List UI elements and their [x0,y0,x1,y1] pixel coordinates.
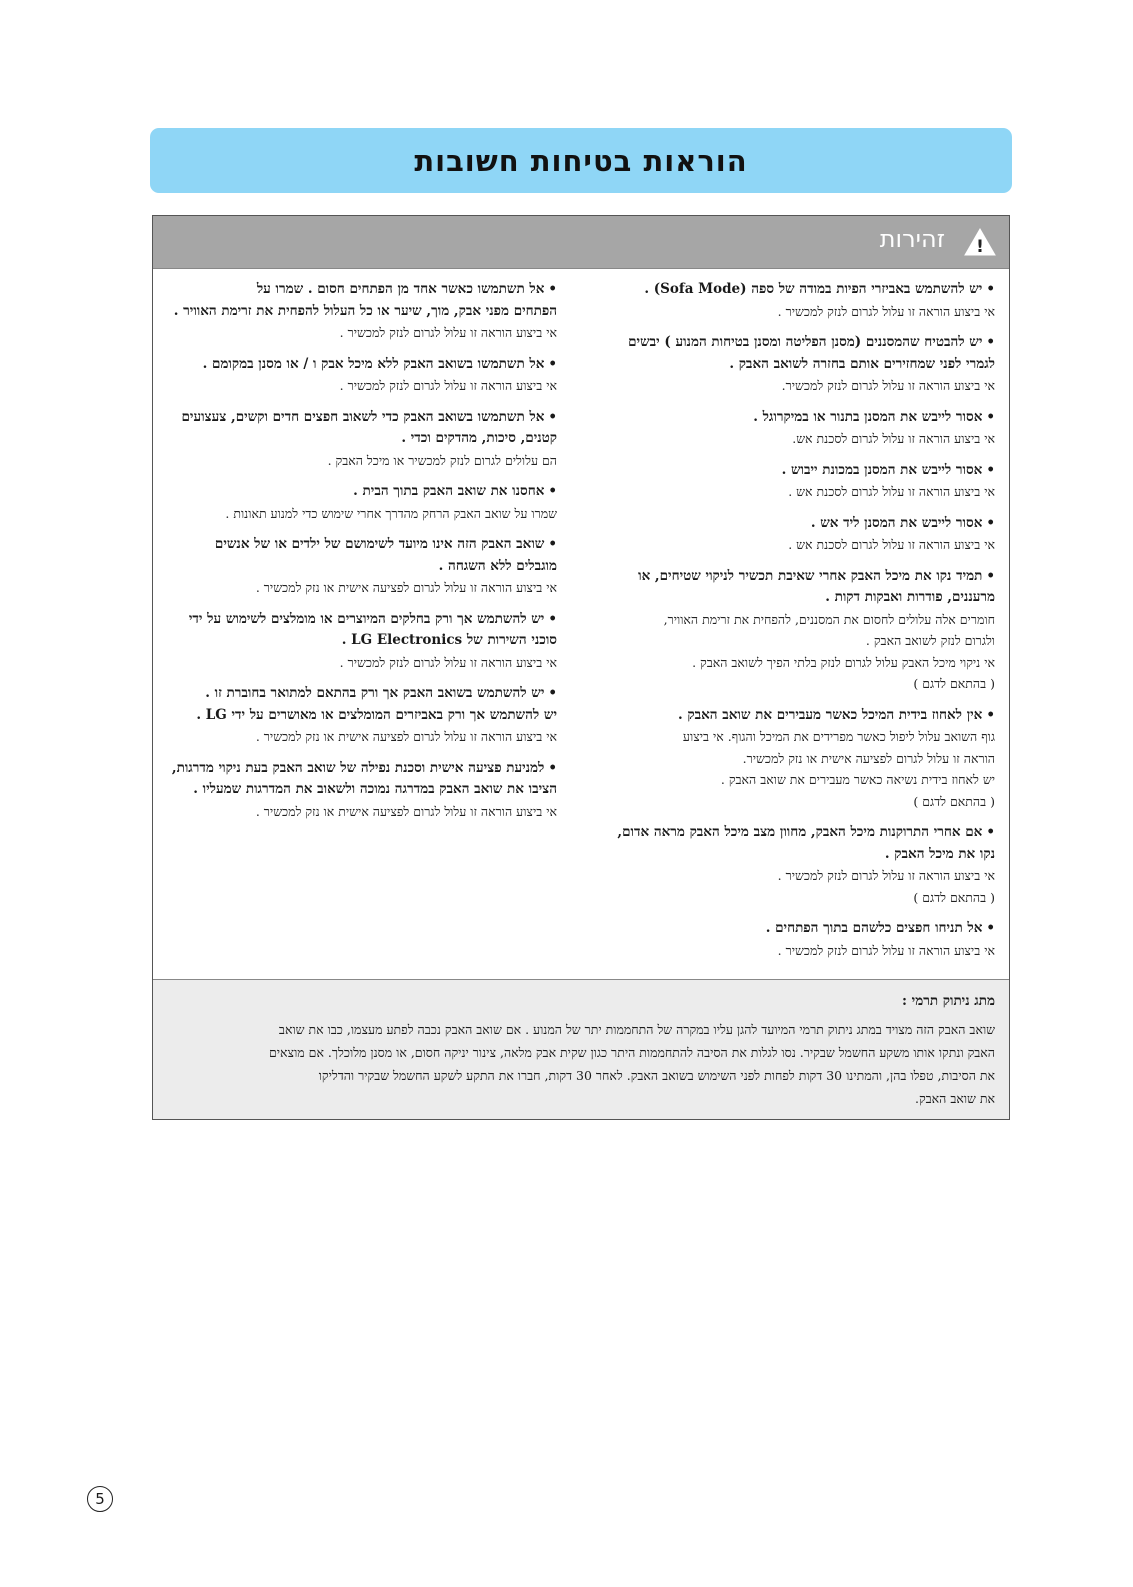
note-body [167,1018,995,1110]
warning-item [613,279,995,322]
warning-title-text: יש להשתמש בשואב האבק אך ורק בהתאם למתואר בחוברת זו . [205,685,545,701]
warning-icon [963,227,997,257]
warning-detail-line: ולגרום לנזק לשואב האבק . [865,633,995,648]
warning-title-text: הפתחים מפני אבק, מוך, שיער או כל העלול להפחית את זרימת האוויר . [173,302,557,319]
warning-title-line [613,407,995,429]
warning-title-line [613,705,995,727]
warning-item [165,407,557,472]
warning-title-text: אחסנו את שואב האבק בתוך הבית . [353,483,545,499]
warning-title-text: מרעננים, פודרות ואבקות דקות . [825,589,995,605]
warning-title-line [165,534,557,556]
warning-title-text: שואב האבק הזה אינו מיועד לשימושם של ילדים או של אנשים [214,536,545,552]
warning-item [613,705,995,813]
warning-title-text: אסור לייבש את המסנן בתנור או במיקרוגל . [753,408,983,425]
warning-detail-line: ( בהתאם לדגם ) [913,676,995,691]
note-title: מתג ניתוק תרמי : [901,993,995,1009]
warning-detail-line: אי ביצוע הוראה זו עלול לגרום לסכנת אש . [788,537,995,552]
bullet-icon: • [986,334,995,350]
warning-detail-line: אי ביצוע הוראה זו עלול לגרום לסכנת אש. [792,431,995,446]
bullet-icon: • [548,483,557,499]
warning-detail-line: אי ביצוע הוראה זו עלול לגרום לנזק למכשיר . [777,868,995,883]
warning-title-line [165,354,557,376]
warning-title-line [613,354,995,376]
warning-title-text: אסור לייבש את המסנן ליד אש . [810,514,983,531]
warning-title-text: תמיד נקו את מיכל האבק אחרי שאיבת תכשיר לניקוי שטיחים, או [638,567,983,584]
warning-detail-line: הוראה זו עלול לגרום לפציעה אישית או נזק למכשיר. [742,750,995,766]
warning-title-line [165,758,557,780]
warning-detail-line: שמרו על שואב האבק הרחק מהדרך אחרי שימוש כדי למנוע תאונות . [225,505,557,521]
warning-detail-line: אי ביצוע הוראה זו עלול לגרום לנזק למכשיר . [777,303,995,319]
warning-title-line [165,609,557,631]
warning-item [613,513,995,556]
warning-title-line [165,779,557,801]
bullet-icon: • [986,706,995,723]
warning-detail-line: גוף השואב עלול ליפול כאשר מפרידים את המיכל והגוף. אי ביצוע [682,729,995,744]
bullet-icon: • [986,514,995,531]
warning-title-text: יש להשתמש באביזרי הפיות במודה של ספה (Sofa Mode) . [644,281,983,297]
bullet-icon: • [548,408,557,425]
warning-title-text: הציבו את שואב האבק במדרגה נמוכה ולשאוב את המדרגות שמעליו . [193,781,557,797]
warning-item [165,609,557,674]
bullet-icon: • [986,408,995,425]
warning-item [165,481,557,524]
warnings-heading: זהירות [879,225,945,253]
warning-title-text: אל תשתמשו כאשר אחד מן הפתחים חסום . שמרו על [256,281,545,297]
warning-title-text: לגמרי לפני שמחזירים אותם בחזרה לשואב האבק . [729,355,995,372]
warning-item [613,460,995,503]
warning-item [613,332,995,397]
warning-detail-line: אי ביצוע הוראה זו עלול לגרום לפציעה אישית או נזק למכשיר . [255,803,557,819]
warning-title-text: למניעת פציעה אישית וסכנת נפילה של שואב האבק בעת ניקוי מדרגות, [171,759,545,776]
warning-icon-mark: ! [976,237,984,257]
warning-title-line [613,587,995,609]
warning-title-line [165,556,557,578]
warning-title-line [165,481,557,503]
warning-detail-line: אי ביצוע הוראה זו עלול לגרום לנזק למכשיר. [781,378,995,393]
note-line: שואב האבק הזה מצויד במתג ניתוק תרמי המיועד להגן עליו במקרה של התחממות יתר של המנוע . אם שואב האבק נכבה לפתע מעצמו, כבו את שואב [278,1022,995,1037]
warning-title-line [613,566,995,588]
bullet-icon: • [986,824,995,840]
warning-detail-line: ( בהתאם לדגם ) [913,793,995,809]
warning-title-text: יש להשתמש אך ורק באביזרים המומלצים או מאושרים על ידי LG . [196,706,557,723]
warning-title-line [613,918,995,940]
warning-title-line [165,630,557,652]
warning-title-text: יש להשתמש אך ורק בחלקים המיוצרים או מומלצים לשימוש על ידי [188,610,545,627]
warning-title-line [165,407,557,429]
warning-title-line [165,428,557,450]
bullet-icon: • [986,461,995,478]
warning-item [165,534,557,599]
warning-detail-line: אי ביצוע הוראה זו עלול לגרום לסכנת אש . [788,484,995,499]
bullet-icon: • [548,281,557,297]
warning-title-line [613,332,995,354]
warning-title-line [613,513,995,535]
title-banner [150,128,1012,193]
warning-title-text: מוגבלים ללא השגחה . [438,557,557,574]
note-line: את הסיבות, טפלו בהן, והמתינו 30 דקות לפחות לפני השימוש בשואב האבק. לאחר 30 דקות, חברו את התקע לשקע החשמל שבקיר והדליקו [318,1068,995,1083]
bullet-icon: • [986,920,995,936]
warning-title-line [165,705,557,727]
warning-title-text: אין לאחוז בידית המיכל כאשר מעבירים את שואב האבק . [677,706,983,723]
warning-detail-line: אי ביצוע הוראה זו עלול לגרום לפציעה אישית או נזק למכשיר . [255,580,557,595]
warning-item [165,279,557,344]
warning-item [165,758,557,823]
warning-title-text: אם אחרי התרוקנות מיכל האבק, מחוון מצב מיכל האבק מראה אדום, [617,824,983,840]
warning-title-text: אל תשתמשו בשואב האבק כדי לשאוב חפצים חדים וקשים, צעצועים [181,408,545,425]
thermal-switch-note [153,979,1009,1119]
bullet-icon: • [548,355,557,372]
warning-title-line [613,460,995,482]
note-line: האבק ונתקו אותו משקע החשמל שבקיר. נסו לגלות את הסיבה להתחממות היתר כגון שקית אבק מלאה, צינור יניקה חסום, או מסנן מלוכלך. אם מוצאים [268,1045,995,1060]
warning-title-text: סוכני השירות של LG Electronics . [341,632,557,648]
warning-detail-line: אי ביצוע הוראה זו עלול לגרום לנזק למכשיר . [339,325,557,340]
bullet-icon: • [986,567,995,584]
warning-detail-line: יש לאחוז בידית נשיאה כאשר מעבירים את שואב האבק . [720,772,995,787]
warning-title-line [613,844,995,866]
warning-title-line [613,279,995,301]
warning-title-text: קטנים, סיכות, מהדקים וכדי . [401,430,557,446]
warnings-box [152,215,1010,1120]
page-title: הוראות בטיחות חשובות [414,143,748,178]
bullet-icon: • [548,685,557,701]
warning-title-line [165,683,557,705]
warning-title-text: יש להבטיח שהמסננים (מסנן הפליטה ומסנן בטיחות המנוע ) יבשים [628,334,983,350]
page-number: 5 [87,1486,113,1512]
bullet-icon: • [548,759,557,776]
warning-title-line [165,301,557,323]
warning-title-text: נקו את מיכל האבק . [884,845,995,862]
warning-item [165,683,557,748]
warnings-left-column [165,279,557,832]
warnings-right-column [613,279,995,971]
warning-title-line [165,279,557,301]
warning-detail-line: חומרים אלה עלולים לחסום את המסננים, להפחית את זרימת האוויר, [663,611,995,627]
warning-item [613,918,995,961]
warning-item [613,407,995,450]
warning-detail-line: הם עלולים לגרום לנזק למכשיר או מיכל האבק . [327,452,557,468]
note-line: את שואב האבק. [914,1091,995,1106]
warning-title-text: אל תשתמשו בשואב האבק ללא מיכל אבק ו / או מסנן במקומם . [202,355,545,372]
warning-item [165,354,557,397]
warning-detail-line: אי ביצוע הוראה זו עלול לגרום לנזק למכשיר . [339,654,557,670]
warnings-columns [153,269,1009,977]
warning-item [613,822,995,908]
warning-title-text: אסור לייבש את המסנן במכונת ייבוש . [781,461,983,478]
warning-detail-line: אי ביצוע הוראה זו עלול לגרום לנזק למכשיר . [339,378,557,393]
warning-detail-line: אי ביצוע הוראה זו עלול לגרום לנזק למכשיר . [777,942,995,958]
warning-title-line [613,822,995,844]
warning-detail-line: ( בהתאם לדגם ) [913,889,995,905]
warning-detail-line: אי ניקוי מיכל האבק עלול לגרום לנזק בלתי הפיך לשואב האבק . [692,654,995,670]
warning-title-text: אל תניחו חפצים כלשהם בתוך הפתחים . [765,920,983,936]
bullet-icon: • [548,610,557,627]
warning-detail-line: אי ביצוע הוראה זו עלול לגרום לפציעה אישית או נזק למכשיר . [255,729,557,744]
bullet-icon: • [548,536,557,552]
bullet-icon: • [986,281,995,297]
warning-item [613,566,995,695]
warnings-header [153,216,1009,269]
